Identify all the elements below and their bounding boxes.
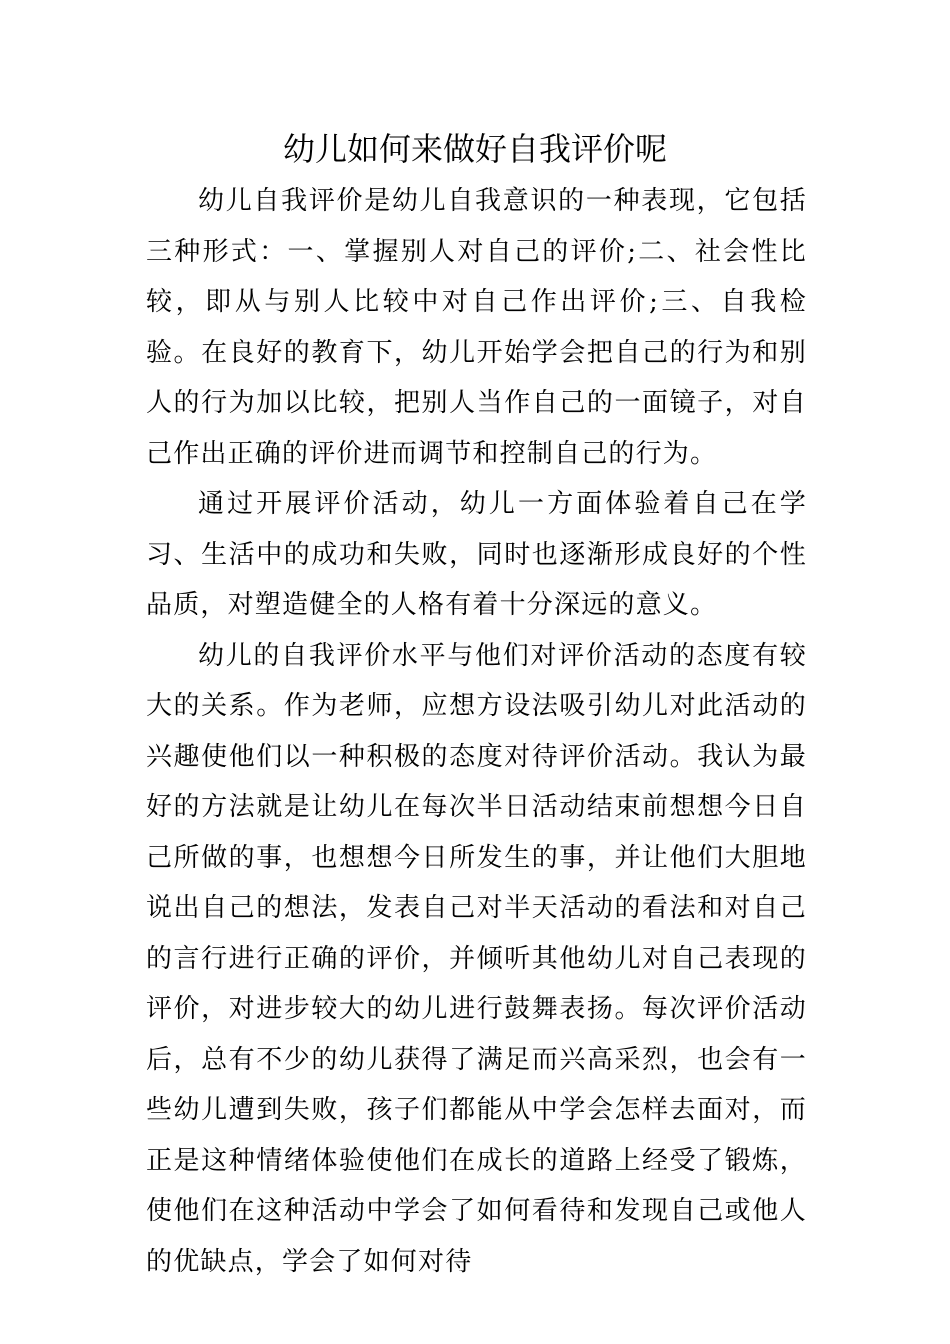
paragraph: 幼儿的自我评价水平与他们对评价活动的态度有较大的关系。作为老师，应想方设法吸引幼儿对此活动的兴趣使他们以一种积极的态度对待评价活动。我认为最好的方法就是让幼儿在每次半日活动结束前想想今日自己所做的事，也想想今日所发生的事，并让他们大胆地说出自己的想法，发表自己对半天活动的看法和对自己的言行进行正确的评价，并倾听其他幼儿对自己表现的评价，对进步较大的幼儿进行鼓舞表扬。每次评价活动后，总有不少的幼儿获得了满足而兴高采烈，也会有一些幼儿遭到失败，孩子们都能从中学会怎样去面对，而正是这种情绪体验使他们在成长的道路上经受了锻炼，使他们在这种活动中学会了如何看待和发现自己或他人的优缺点，学会了如何对待	[146, 640, 807, 1277]
document-body	[146, 176, 807, 1287]
paragraph: 幼儿自我评价是幼儿自我意识的一种表现，它包括三种形式：一、掌握别人对自己的评价;二、社会性比较，即从与别人比较中对自己作出评价;三、自我检验。在良好的教育下，幼儿开始学会把自己的行为和别人的行为加以比较，把别人当作自己的一面镜子，对自己作出正确的评价进而调节和控制自己的行为。	[146, 186, 807, 469]
paragraph: 通过开展评价活动，幼儿一方面体验着自己在学习、生活中的成功和失败，同时也逐渐形成良好的个性品质，对塑造健全的人格有着十分深远的意义。	[146, 489, 807, 620]
document-title: 幼儿如何来做好自我评价呢	[282, 130, 667, 168]
